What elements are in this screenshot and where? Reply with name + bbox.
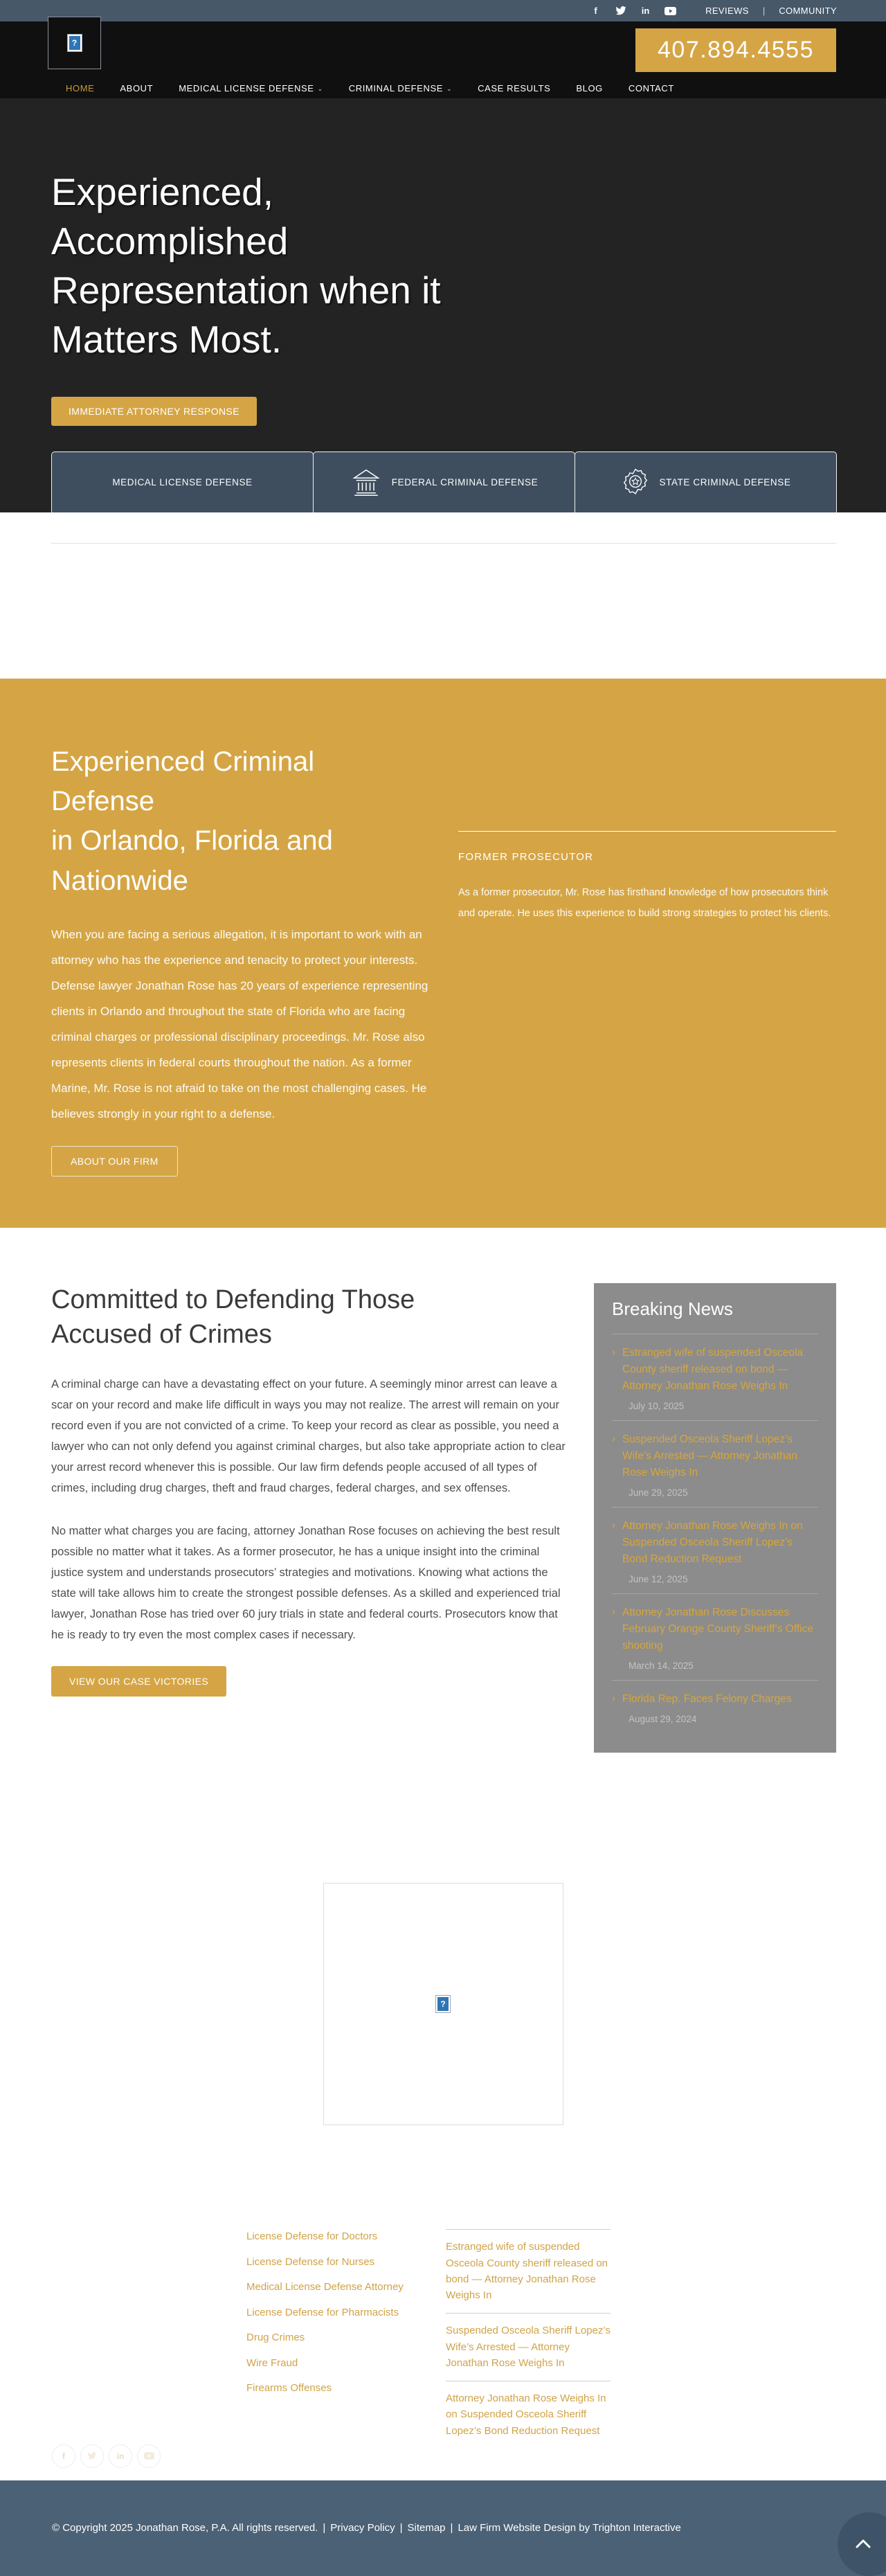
design-credit-suffix: by Trighton Interactive [579,2522,681,2534]
legal-separator: | [399,2522,403,2534]
breaking-news-text[interactable]: Estranged wife of suspended Osceola County sheriff released on bond — Attorney Jonathan Rose Weighs In [622,1347,804,1393]
reviews-link[interactable]: REVIEWS [705,6,749,16]
main-nav [66,83,674,93]
practice-area-box[interactable] [313,451,575,512]
nav-item[interactable]: MEDICAL LICENSE DEFENSE ⌄ [179,83,323,93]
practice-area-box[interactable] [575,451,837,512]
chevron-right-icon: › [612,1692,615,1705]
practice-area-box[interactable] [51,451,314,512]
nav-item[interactable]: BLOG [576,83,603,93]
footer-practice-links [246,2229,407,2449]
divider-section [0,512,886,679]
nav-item[interactable]: CONTACT [628,83,674,93]
intro-section [0,679,886,1228]
nav-item[interactable]: HOME [66,83,95,93]
community-link[interactable]: COMMUNITY [779,6,837,16]
site-logo[interactable] [48,17,101,69]
intro-right-column [458,742,836,1177]
courthouse-icon [350,467,382,499]
breaking-news-date: March 14, 2025 [629,1661,694,1672]
broken-image-icon: ? [68,35,82,51]
breaking-news-panel [594,1283,836,1753]
topbar [0,0,886,21]
legal-separator: | [450,2522,453,2534]
back-to-top-button[interactable] [838,2512,886,2576]
footer-practice-link[interactable]: License Defense for Doctors [246,2230,378,2243]
breaking-news-date: July 10, 2025 [629,1401,685,1412]
intro-left-column [51,742,444,1177]
facebook-icon[interactable]: f [52,2444,75,2468]
breaking-news-title: Breaking News [612,1298,733,1320]
breaking-news-text[interactable]: Attorney Jonathan Rose Weighs In on Suspended Osceola Sheriff Lopez’s Bond Reduction Request [622,1520,803,1566]
breaking-news-item [612,1334,818,1420]
breaking-news-link[interactable] [612,1345,818,1395]
nav-item[interactable]: CRIMINAL DEFENSE ⌄ [348,83,453,93]
practice-area-label: MEDICAL LICENSE DEFENSE [112,477,253,488]
youtube-icon[interactable] [137,2444,161,2468]
footer [0,2189,886,2480]
intro-heading: Experienced Criminal Defense in Orlando, Florida and Nationwide [51,746,333,896]
footer-post-link[interactable]: Attorney Jonathan Rose Weighs In on Suspended Osceola Sheriff Lopez’s Bond Reduction Request [446,2381,611,2449]
footer-practice-link[interactable]: Medical License Defense Attorney [246,2281,404,2293]
committed-paragraph-1: A criminal charge can have a devastating effect on your future. A seemingly minor arrest can leave a scar on your record and make life difficult in ways you may not realize. The arrest will remain on your record even if you are not convicted of a crime. To keep your record as clear as possible, you need a lawyer who can not only defend you against criminal charges, but also take appropriate action to clear your arrest record whenever this is possible. Our law firm defends people accused of all types of crimes, including drug charges, theft and fraud charges, federal charges, and sex offenses. [51,1377,566,1494]
topbar-social-icons [590,6,676,16]
hero-title: Experienced, Accomplished Representation when it Matters Most. [51,170,441,361]
facebook-icon[interactable]: f [594,6,597,16]
practice-area-label: STATE CRIMINAL DEFENSE [659,477,791,488]
committed-main-column [51,1283,570,1697]
breaking-news-item [612,1507,818,1593]
practice-area-label: FEDERAL CRIMINAL DEFENSE [391,477,539,488]
nav-item[interactable]: CASE RESULTS [478,83,551,93]
breaking-news-link[interactable] [612,1604,818,1654]
breaking-news-item [612,1420,818,1507]
former-prosecutor-heading: FORMER PROSECUTOR [458,851,594,863]
footer-recent-posts [446,2229,611,2449]
breaking-news-date: June 29, 2025 [629,1487,688,1499]
case-victories-button[interactable]: VIEW OUR CASE VICTORIES [51,1666,226,1697]
chevron-up-icon [856,2539,871,2548]
map-placeholder [323,1883,563,2125]
design-credit-link[interactable]: Law Firm Website Design [458,2522,577,2534]
nav-item[interactable]: ABOUT [120,83,154,93]
twitter-icon[interactable] [615,6,626,16]
sitemap-link[interactable]: Sitemap [407,2522,446,2534]
immediate-response-button[interactable]: IMMEDIATE ATTORNEY RESPONSE [51,397,257,426]
broken-image-icon: ? [436,1996,450,2012]
site-header [0,21,886,98]
badge-icon [621,467,650,499]
footer-practice-link[interactable]: License Defense for Pharmacists [246,2306,399,2318]
hero-section [0,98,886,512]
youtube-icon[interactable] [664,6,676,16]
breaking-news-item [612,1680,818,1733]
privacy-policy-link[interactable]: Privacy Policy [330,2522,395,2534]
chevron-down-icon: ⌄ [446,85,453,92]
chevron-down-icon: ⌄ [317,85,323,92]
breaking-news-list [612,1334,818,1733]
footer-social-icons [52,2444,161,2468]
chevron-right-icon: › [612,1433,615,1445]
chevron-right-icon: › [612,1346,615,1359]
twitter-icon[interactable] [80,2444,104,2468]
breaking-news-link[interactable] [612,1518,818,1568]
committed-paragraph-2: No matter what charges you are facing, attorney Jonathan Rose focuses on achieving the best result possible no matter what it takes. As a former prosecutor, he has a unique insight into the criminal justice system and understands prosecutors’ strategies and motivations. Knowing what actions the state will take allows him to create the strongest possible defenses. As a skilled and experienced trial lawyer, Jonathan Rose has tried over 60 jury trials in state and federal courts. Prosecutors know that he is ready to try even the most complex cases if necessary. [51,1525,561,1642]
legal-separator: | [323,2522,326,2534]
former-prosecutor-divider [458,831,836,832]
footer-post-link[interactable]: Suspended Osceola Sheriff Lopez’s Wife’s Arrested — Attorney Jonathan Rose Weighs In [446,2313,611,2381]
legal-bar [0,2480,886,2576]
footer-practice-link[interactable]: Drug Crimes [246,2332,305,2344]
phone-number[interactable]: 407.894.4555 [635,28,836,72]
linkedin-icon[interactable]: in [109,2444,132,2468]
footer-practice-link[interactable]: Firearms Offenses [246,2382,332,2395]
linkedin-icon[interactable]: in [641,6,650,16]
chevron-right-icon: › [612,1606,615,1618]
footer-post-link[interactable]: Estranged wife of suspended Osceola County sheriff released on bond — Attorney Jonathan Rose Weighs In [446,2229,611,2313]
breaking-news-item [612,1593,818,1680]
breaking-news-text[interactable]: Florida Rep. Faces Felony Charges [622,1693,792,1706]
breaking-news-link[interactable] [612,1431,818,1481]
practice-area-boxes [51,451,836,512]
committed-section [0,1228,886,1753]
breaking-news-link[interactable] [612,1691,818,1708]
breaking-news-text[interactable]: Suspended Osceola Sheriff Lopez’s Wife’s Arrested — Attorney Jonathan Rose Weighs In [622,1433,798,1479]
breaking-news-text[interactable]: Attorney Jonathan Rose Discusses February Orange County Sheriff’s Office shooting [622,1607,813,1652]
committed-heading: Committed to Defending Those Accused of Crimes [51,1285,415,1349]
section-divider [51,543,836,544]
chevron-right-icon: › [612,1519,615,1532]
topbar-divider: | [762,6,766,16]
footer-practice-link[interactable]: License Defense for Nurses [246,2255,375,2268]
footer-practice-link[interactable]: Wire Fraud [246,2356,298,2369]
intro-body: When you are facing a serious allegation, it is important to work with an attorney who has the experience and tenacity to protect your interests. Defense lawyer Jonathan Rose has 20 years of experience representing clients in Orlando and throughout the state of Florida who are facing criminal charges or professional disciplinary proceedings. Mr. Rose also represents clients in federal courts throughout the nation. As a former Marine, Mr. Rose is not afraid to take on the most challenging cases. He believes strongly in your right to a defense. [51,927,428,1121]
breaking-news-date: August 29, 2024 [629,1714,697,1725]
former-prosecutor-body: As a former prosecutor, Mr. Rose has firsthand knowledge of how prosecutors think and operate. He uses this experience to build strong strategies to protect his clients. [458,887,831,920]
map-section [0,1753,886,2189]
breaking-news-date: June 12, 2025 [629,1574,688,1585]
copyright-text: © Copyright 2025 Jonathan Rose, P.A. All rights reserved. [52,2522,318,2534]
about-our-firm-button[interactable]: ABOUT OUR FIRM [51,1146,178,1177]
